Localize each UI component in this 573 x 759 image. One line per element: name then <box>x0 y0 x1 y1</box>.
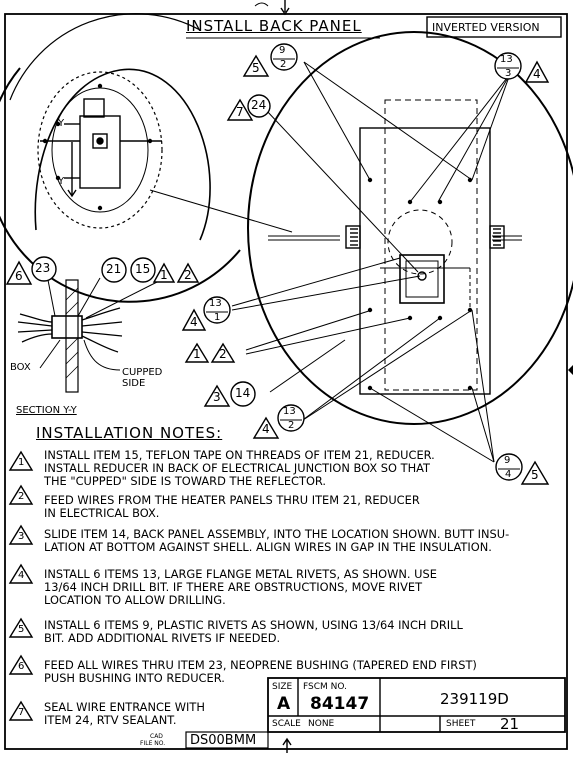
callout-6-num: 6 <box>15 269 23 283</box>
note-1-marker: 1 <box>18 457 25 468</box>
note-5-marker: 5 <box>18 624 25 635</box>
box-label: BOX <box>10 362 31 373</box>
file-no-label: FILE NO. <box>140 740 166 747</box>
note-1-text: INSTALL ITEM 15, TEFLON TAPE ON THREADS OF ITEM 21, REDUCER. INSTALL REDUCER IN BACK OF ELECTRICAL JUNCTION BOX SO THAT THE "CUPPED" SIDE IS TOWARD THE REFLECTOR. <box>44 448 435 488</box>
callout-4b-item: 13 <box>209 298 222 309</box>
note-3-text: SLIDE ITEM 14, BACK PANEL ASSEMBLY, INTO THE LOCATION SHOWN. BUTT INSU- LATION AT BOTTOM AGAINST SHELL. ALIGN WIRES IN GAP IN THE INSULATION. <box>44 527 510 554</box>
note-4-marker: 4 <box>18 570 25 581</box>
callout-note-2: 2 <box>184 268 192 282</box>
callout-4c-item: 13 <box>283 406 296 417</box>
callout-note-1: 1 <box>160 268 168 282</box>
scale-value: NONE <box>308 719 335 729</box>
callout-5b-item: 9 <box>504 455 511 466</box>
callout-6-item: 23 <box>35 261 51 275</box>
callout-5-num: 5 <box>252 61 260 75</box>
callout-4a-item: 13 <box>500 54 513 65</box>
callout-4c-num: 4 <box>262 422 270 436</box>
note-7-marker: 7 <box>18 707 25 718</box>
callout-5b-qty: 4 <box>505 469 512 480</box>
section-cut-y-lower: Y <box>58 176 65 187</box>
callout-3-num: 3 <box>213 390 221 404</box>
note-2-marker: 2 <box>18 491 25 502</box>
scale-label: SCALE <box>272 719 301 729</box>
fscm-value: 84147 <box>310 694 370 714</box>
callout-4a-qty: 3 <box>505 68 512 79</box>
callout-4b-qty: 1 <box>214 312 221 323</box>
notes-heading: INSTALLATION NOTES: <box>36 424 223 442</box>
note-5-text: INSTALL 6 ITEMS 9, PLASTIC RIVETS AS SHOWN, USING 13/64 INCH DRILL BIT. ADD ADDITIONAL RIVETS IF NEEDED. <box>44 618 463 645</box>
callout-4b-num: 4 <box>190 315 198 329</box>
section-cut-y-upper: Y <box>58 118 65 129</box>
callout-4a-num: 4 <box>533 67 541 81</box>
note-2-text: FEED WIRES FROM THE HEATER PANELS THRU ITEM 21, REDUCER IN ELECTRICAL BOX. <box>44 493 420 520</box>
callout-item-21: 21 <box>106 262 122 276</box>
cad-file-value: DS00BMM <box>190 733 257 748</box>
callout-5b-num: 5 <box>531 468 539 482</box>
sheet-label: SHEET <box>446 719 476 729</box>
side-label: SIDE <box>122 378 146 389</box>
section-label: SECTION Y-Y <box>16 405 77 416</box>
sheet-value: 21 <box>500 715 520 733</box>
size-label: SIZE <box>272 682 293 692</box>
fscm-label: FSCM NO. <box>303 682 347 692</box>
callout-5-qty: 2 <box>280 59 287 70</box>
callout-item-15: 15 <box>135 262 151 276</box>
callout-3-item: 14 <box>235 386 251 400</box>
version-label: INVERTED VERSION <box>432 21 540 34</box>
size-value: A <box>277 694 291 714</box>
note-6-text: FEED ALL WIRES THRU ITEM 23, NEOPRENE BUSHING (TAPERED END FIRST) PUSH BUSHING INTO REDUCER. <box>44 658 477 685</box>
drawing-number: 239119D <box>440 690 509 708</box>
note-4-text: INSTALL 6 ITEMS 13, LARGE FLANGE METAL RIVETS, AS SHOWN. USE 13/64 INCH DRILL BIT. IF THERE ARE OBSTRUCTIONS, MOVE RIVET LOCATION TO ALLOW DRILLING. <box>44 567 437 607</box>
note-7-text: SEAL WIRE ENTRANCE WITH ITEM 24, RTV SEALANT. <box>44 700 205 727</box>
callout-5-item: 9 <box>279 45 286 56</box>
note-3-marker: 3 <box>18 531 25 542</box>
cad-label: CAD <box>150 733 163 740</box>
cupped-label: CUPPED <box>122 367 163 378</box>
callout-4c-qty: 2 <box>288 420 295 431</box>
note-6-marker: 6 <box>18 661 25 672</box>
drawing-title: INSTALL BACK PANEL <box>186 17 362 35</box>
callout-7-num: 7 <box>236 105 244 119</box>
callout-7-item: 24 <box>251 98 267 112</box>
callout-note-1b: 1 <box>193 347 201 361</box>
callout-note-2b: 2 <box>219 347 227 361</box>
